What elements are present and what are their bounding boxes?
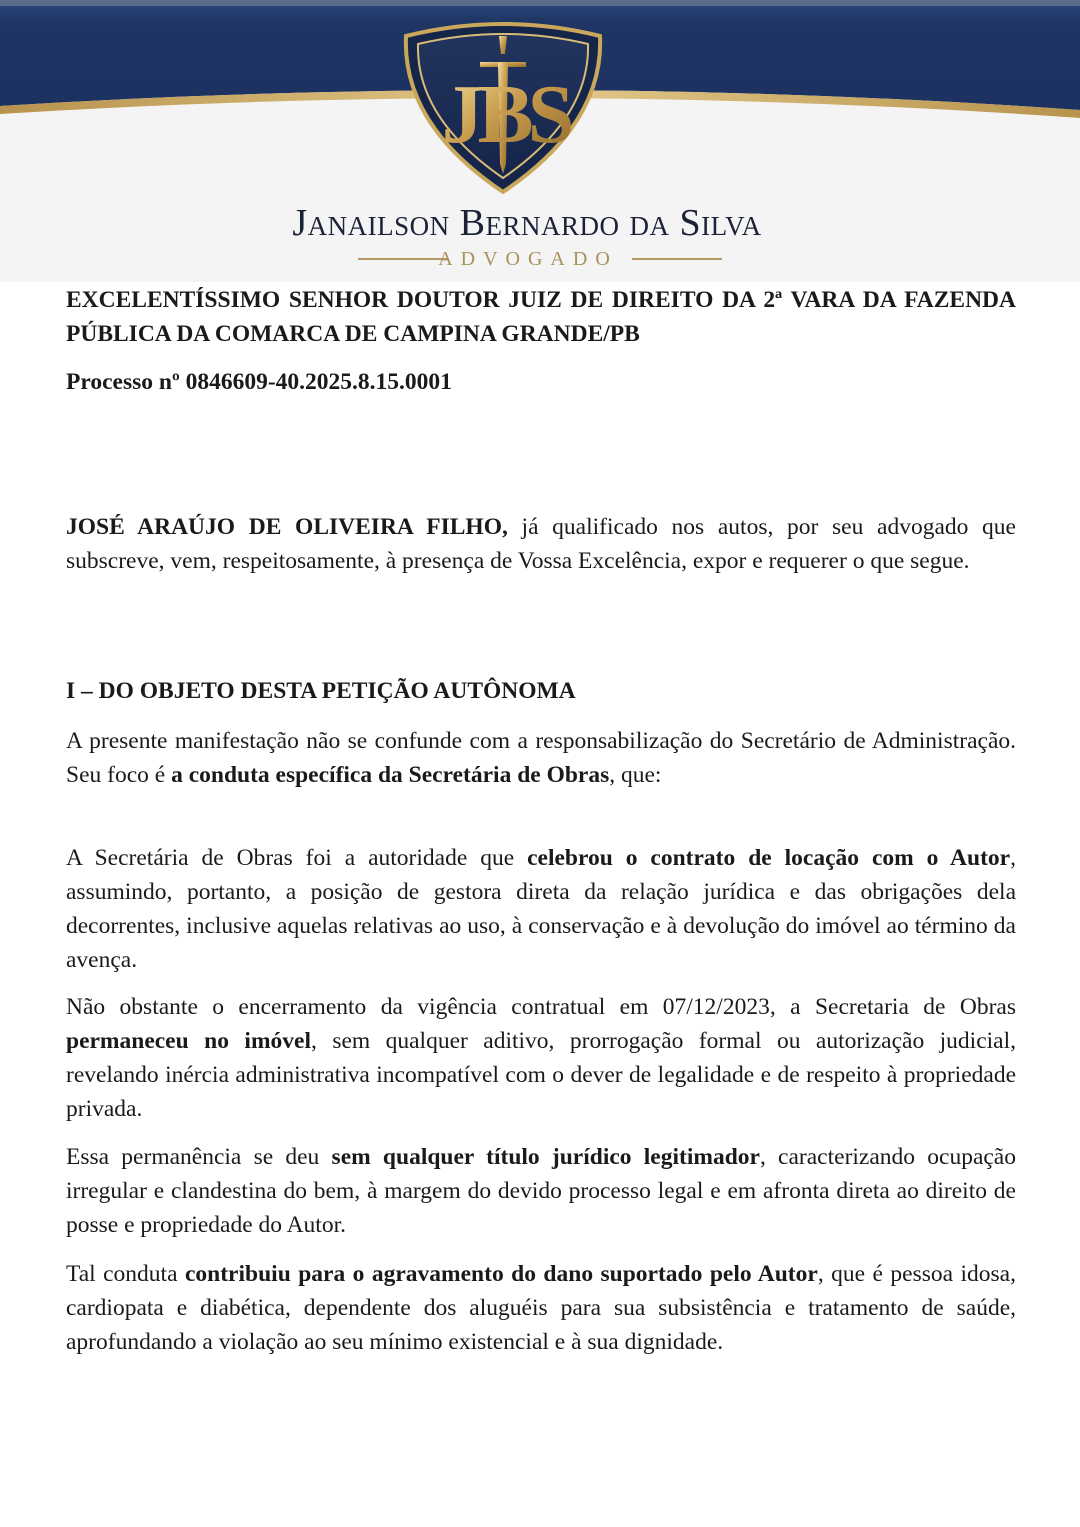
paragraph-1 bbox=[66, 724, 1016, 792]
process-number: Processo nº 0846609-40.2025.8.15.0001 bbox=[66, 369, 452, 395]
paragraph-text: Tal conduta bbox=[66, 1261, 185, 1287]
logo-monogram: JBS bbox=[441, 68, 569, 161]
party-name: JOSÉ ARAÚJO DE OLIVEIRA FILHO, bbox=[66, 514, 508, 540]
letterhead bbox=[0, 0, 1080, 282]
addressee: EXCELENTÍSSIMO SENHOR DOUTOR JUIZ DE DIREITO DA 2ª VARA DA FAZENDA PÚBLICA DA COMARCA DE CAMPINA GRANDE/PB bbox=[66, 287, 1016, 347]
intro-paragraph bbox=[66, 510, 1016, 578]
paragraph-text: , que é pessoa idosa, cardiopata e diabética, dependente dos aluguéis para sua subsistência e tratamento de saúde, aprofundando a violação ao seu mínimo existencial e à sua dignidade. bbox=[66, 1261, 1016, 1355]
paragraph-emphasis: a conduta específica da Secretária de Obras bbox=[171, 762, 610, 788]
paragraph-text: , assumindo, portanto, a posição de gestora direta da relação jurídica e das obrigações dela decorrentes, inclusive aquelas relativas ao uso, à conservação e à devolução do imóvel ao término da avença. bbox=[66, 845, 1016, 973]
paragraph-4 bbox=[66, 1140, 1016, 1242]
paragraph-5 bbox=[66, 1257, 1016, 1359]
paragraph-emphasis: celebrou o contrato de locação com o Autor bbox=[527, 845, 1011, 871]
paragraph-text: , caracterizando ocupação irregular e clandestina do bem, à margem do devido processo legal e em afronta direta ao direito de posse e propriedade do Autor. bbox=[66, 1144, 1016, 1238]
decorative-rule-left bbox=[358, 258, 448, 260]
paragraph-2 bbox=[66, 841, 1016, 977]
firm-title: ADVOGADO bbox=[438, 247, 618, 270]
paragraph-3 bbox=[66, 990, 1016, 1126]
paragraph-text: A presente manifestação não se confunde com a responsabilização do Secretário de Administração. Seu foco é bbox=[66, 728, 1016, 788]
firm-title-row bbox=[0, 247, 1080, 271]
jbs-shield-logo bbox=[392, 14, 614, 194]
paragraph-emphasis: sem qualquer título jurídico legitimador bbox=[331, 1144, 760, 1170]
section-heading: I – DO OBJETO DESTA PETIÇÃO AUTÔNOMA bbox=[66, 678, 576, 704]
paragraph-text: Não obstante o encerramento da vigência contratual em 07/12/2023, a Secretaria de Obras bbox=[66, 994, 1016, 1020]
paragraph-text: , sem qualquer aditivo, prorrogação formal ou autorização judicial, revelando inércia administrativa incompatível com o dever de legalidade e de respeito à propriedade privada. bbox=[66, 1028, 1016, 1122]
paragraph-emphasis: contribuiu para o agravamento do dano suportado pelo Autor bbox=[184, 1261, 818, 1287]
decorative-rule-right bbox=[632, 258, 722, 260]
paragraph-emphasis: permaneceu no imóvel bbox=[66, 1028, 311, 1054]
paragraph-text: Essa permanência se deu bbox=[66, 1144, 332, 1170]
intro-text: já qualificado nos autos, por seu advogado que subscreve, vem, respeitosamente, à presença de Vossa Excelência, expor e requerer o que segue. bbox=[66, 514, 1016, 574]
paragraph-text: A Secretária de Obras foi a autoridade que bbox=[66, 845, 528, 871]
firm-name: Janailson Bernardo da Silva bbox=[292, 202, 762, 244]
paragraph-text: , que: bbox=[609, 762, 662, 788]
